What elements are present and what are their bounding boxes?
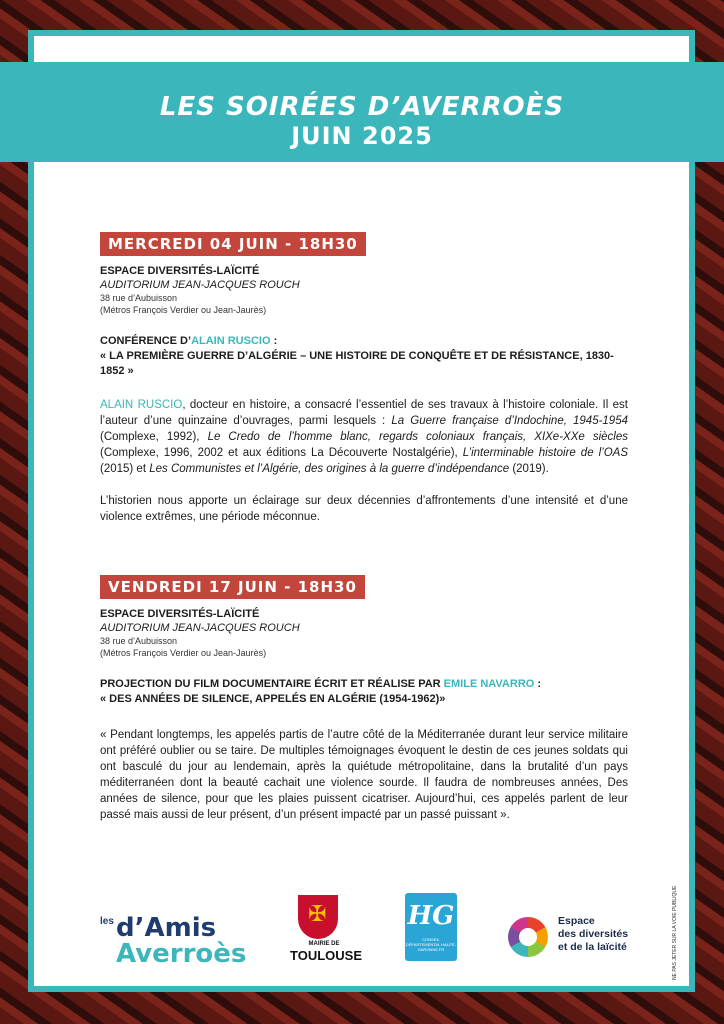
speaker-name: ALAIN RUSCIO: [191, 335, 271, 347]
event-title-suffix: :: [534, 678, 542, 690]
venue-name: ESPACE DIVERSITÉS-LAÏCITÉ: [100, 608, 260, 620]
director-name: EMILE NAVARRO: [443, 678, 535, 690]
logo-text: MAIRIE DE: [308, 941, 340, 947]
poster-title: LES SOIRÉES D’AVERROÈS: [159, 92, 565, 122]
event-title: [100, 677, 628, 707]
logo-text: Averroès: [116, 939, 247, 969]
logo-text: d’: [116, 913, 145, 943]
desc-text: (2015) et: [100, 463, 150, 475]
logo-text: et de la laïcité: [558, 941, 627, 953]
logo-text: [116, 915, 246, 967]
desc-text: (2019).: [509, 463, 549, 475]
rainbow-circle-icon: [508, 917, 548, 957]
desc-text: (Complexe, 1992),: [100, 431, 208, 443]
side-note: NE PAS JETER SUR LA VOIE PUBLIQUE: [672, 885, 678, 980]
event-description: [100, 397, 628, 477]
speaker-highlight: ALAIN RUSCIO: [100, 399, 183, 411]
event-1: [100, 232, 628, 525]
venue-auditorium: AUDITORIUM JEAN-JACQUES ROUCH: [100, 279, 300, 291]
event-summary: L’historien nous apporte un éclairage sur deux décennies d’affrontements d’une intensité et d’une violence extrêmes, une période méconnue.: [100, 495, 628, 523]
occitan-cross-icon: ✠: [298, 895, 338, 939]
haute-garonne-logo: [405, 893, 457, 961]
event-title-suffix: :: [270, 335, 278, 347]
logo-text: CONSEIL DÉPARTEMENTAL HAUTE-GARONNE.FR: [405, 937, 457, 952]
amis-averroes-logo: [100, 913, 255, 969]
logo-text: Amis: [144, 913, 217, 943]
book-title: L’interminable histoire de l’OAS: [462, 447, 628, 459]
book-title: Le Credo de l’homme blanc, regards coloniaux français, XIXe-XXe siècles: [207, 431, 628, 443]
poster-subtitle: JUIN 2025: [291, 122, 433, 150]
event-title-prefix: CONFÉRENCE D’: [100, 335, 192, 347]
event-description: « Pendant longtemps, les appelés partis de l’autre côté de la Méditerranée durant leur service militaire ont préféré oublier ou se taire. De multiples témoignages évoquent le destin de ces jeunes soldats qui ont basculé du jour au lendemain, après la quiétude métropolitaine, dans la brutalité d’un pays méditerranéen dont la beauté cachait une violence sourde. Il faudra de nombreuses années, Des années de silence, pour que les plaies puissent cicatriser. Aujourd’hui, ces appelés parlent de leur passé mais aussi de leur présent, d’un présent impacté par un passé puissant ».: [100, 729, 628, 821]
logo-text: les: [100, 916, 114, 927]
logo-text: TOULOUSE: [290, 948, 362, 963]
venue-address: 38 rue d’Aubuisson: [100, 636, 178, 646]
toulouse-logo: [290, 895, 362, 967]
venue-name: ESPACE DIVERSITÉS-LAÏCITÉ: [100, 265, 260, 277]
logo-text: Espace: [558, 915, 595, 927]
venue-address: 38 rue d’Aubuisson: [100, 293, 178, 303]
logo-text: HG: [407, 901, 455, 931]
event-title: [100, 334, 628, 379]
event-date: MERCREDI 04 JUIN - 18H30: [100, 232, 366, 256]
venue-transport: (Métros François Verdier ou Jean-Jaurès): [100, 305, 267, 315]
logo-text: [558, 915, 648, 954]
header-band: [0, 62, 724, 162]
logo-text: des diversités: [558, 928, 629, 940]
desc-text: (Complexe, 1996, 2002 et aux éditions La Découverte Nostalgérie),: [100, 447, 463, 459]
venue-transport: (Métros François Verdier ou Jean-Jaurès): [100, 648, 267, 658]
event-date: VENDREDI 17 JUIN - 18H30: [100, 575, 365, 599]
event-title-line2: « DES ANNÉES DE SILENCE, APPELÉS EN ALGÉRIE (1954-1962)»: [100, 693, 446, 705]
espace-diversites-logo: [508, 915, 643, 965]
partner-logos: [100, 893, 640, 968]
book-title: Les Communistes et l’Algérie, des origines à la guerre d’indépendance: [149, 463, 510, 475]
desc-text: , docteur en histoire, a consacré l’essentiel de ses travaux à l’histoire coloniale. Il est l’auteur d’une quinzaine d’ouvrages, parmi lesquels :: [100, 399, 628, 427]
book-title: La Guerre française d’Indochine, 1945-1954: [391, 415, 628, 427]
event-title-line2: « LA PREMIÈRE GUERRE D’ALGÉRIE – UNE HISTOIRE DE CONQUÊTE ET DE RÉSISTANCE, 1830-1852 »: [100, 350, 614, 377]
main-content: [100, 232, 628, 823]
event-2: [100, 575, 628, 823]
venue-auditorium: AUDITORIUM JEAN-JACQUES ROUCH: [100, 622, 300, 634]
event-title-prefix: PROJECTION DU FILM DOCUMENTAIRE ÉCRIT ET RÉALISE PAR: [100, 678, 444, 690]
